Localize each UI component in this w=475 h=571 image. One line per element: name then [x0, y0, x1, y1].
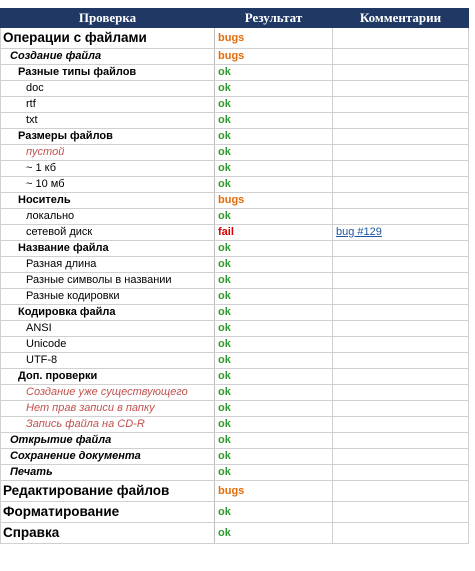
result-cell[interactable]: ok [215, 145, 333, 161]
table-row [1, 289, 469, 305]
header-check[interactable]: Проверка [1, 9, 215, 28]
comment-cell[interactable] [333, 353, 469, 369]
result-cell[interactable]: ok [215, 305, 333, 321]
check-name-cell[interactable]: Операции с файлами [1, 28, 215, 49]
check-name-cell[interactable]: UTF-8 [1, 353, 215, 369]
comment-cell[interactable] [333, 113, 469, 129]
table-row [1, 385, 469, 401]
table-row [1, 257, 469, 273]
comment-cell[interactable] [333, 449, 469, 465]
result-cell[interactable]: ok [215, 257, 333, 273]
check-name-cell[interactable]: Кодировка файла [1, 305, 215, 321]
check-name-cell[interactable]: локально [1, 209, 215, 225]
check-name-cell[interactable]: Размеры файлов [1, 129, 215, 145]
comment-cell[interactable] [333, 257, 469, 273]
result-cell[interactable]: bugs [215, 28, 333, 49]
result-cell[interactable]: fail [215, 225, 333, 241]
comment-cell[interactable] [333, 129, 469, 145]
result-cell[interactable]: bugs [215, 193, 333, 209]
result-cell[interactable]: ok [215, 385, 333, 401]
comment-cell[interactable] [333, 305, 469, 321]
result-cell[interactable]: ok [215, 113, 333, 129]
result-cell[interactable]: ok [215, 81, 333, 97]
check-name-cell[interactable]: Запись файла на CD-R [1, 417, 215, 433]
result-cell[interactable]: ok [215, 369, 333, 385]
table-row [1, 433, 469, 449]
check-name-cell[interactable]: Название файла [1, 241, 215, 257]
table-row [1, 241, 469, 257]
comment-cell[interactable] [333, 145, 469, 161]
comment-cell[interactable] [333, 481, 469, 502]
check-name-cell[interactable]: rtf [1, 97, 215, 113]
result-cell[interactable]: ok [215, 401, 333, 417]
check-name-cell[interactable]: Разные символы в названии [1, 273, 215, 289]
header-row [1, 9, 469, 28]
table-row [1, 97, 469, 113]
result-cell[interactable]: ok [215, 337, 333, 353]
result-cell[interactable]: ok [215, 161, 333, 177]
table-row [1, 225, 469, 241]
table-row [1, 305, 469, 321]
check-name-cell[interactable]: Форматирование [1, 502, 215, 523]
result-cell[interactable]: ok [215, 433, 333, 449]
table-row [1, 417, 469, 433]
result-cell[interactable]: bugs [215, 49, 333, 65]
result-cell[interactable]: ok [215, 353, 333, 369]
table-row [1, 337, 469, 353]
table-row [1, 502, 469, 523]
check-name-cell[interactable]: сетевой диск [1, 225, 215, 241]
result-cell[interactable]: ok [215, 177, 333, 193]
table-row [1, 161, 469, 177]
check-name-cell[interactable]: Разные типы файлов [1, 65, 215, 81]
check-name-cell[interactable]: Разные кодировки [1, 289, 215, 305]
result-cell[interactable]: ok [215, 449, 333, 465]
comment-cell[interactable] [333, 523, 469, 544]
comment-cell[interactable] [333, 81, 469, 97]
comment-cell[interactable] [333, 289, 469, 305]
table-row [1, 145, 469, 161]
test-checklist-sheet [0, 8, 468, 544]
result-cell[interactable]: ok [215, 97, 333, 113]
table-row [1, 465, 469, 481]
comment-cell[interactable] [333, 65, 469, 81]
table-row [1, 401, 469, 417]
result-cell[interactable]: ok [215, 241, 333, 257]
check-name-cell[interactable]: Разная длина [1, 257, 215, 273]
checklist-rows [1, 28, 469, 544]
table-row [1, 177, 469, 193]
comment-cell[interactable] [333, 225, 469, 241]
comment-cell[interactable] [333, 193, 469, 209]
table-row [1, 65, 469, 81]
header-result[interactable]: Результат [215, 9, 333, 28]
bug-link[interactable]: bug #129 [336, 226, 382, 238]
check-name-cell[interactable]: Печать [1, 465, 215, 481]
table-row [1, 81, 469, 97]
comment-cell[interactable] [333, 28, 469, 49]
check-name-cell[interactable]: doc [1, 81, 215, 97]
checklist-table [0, 8, 469, 544]
table-row [1, 193, 469, 209]
comment-cell[interactable] [333, 273, 469, 289]
comment-cell[interactable] [333, 369, 469, 385]
comment-cell[interactable] [333, 417, 469, 433]
table-row [1, 523, 469, 544]
check-name-cell[interactable]: Нет прав записи в папку [1, 401, 215, 417]
table-row [1, 209, 469, 225]
result-cell[interactable]: ok [215, 65, 333, 81]
table-row [1, 321, 469, 337]
result-cell[interactable]: ok [215, 129, 333, 145]
result-cell[interactable]: ok [215, 209, 333, 225]
result-cell[interactable]: ok [215, 321, 333, 337]
check-name-cell[interactable]: Открытие файла [1, 433, 215, 449]
comment-cell[interactable] [333, 502, 469, 523]
check-name-cell[interactable]: Редактирование файлов [1, 481, 215, 502]
comment-cell[interactable] [333, 337, 469, 353]
table-row [1, 28, 469, 49]
result-cell[interactable]: ok [215, 502, 333, 523]
table-row [1, 49, 469, 65]
comment-cell[interactable] [333, 433, 469, 449]
table-row [1, 369, 469, 385]
comment-cell[interactable] [333, 321, 469, 337]
check-name-cell[interactable]: ~ 10 мб [1, 177, 215, 193]
comment-cell[interactable] [333, 177, 469, 193]
result-cell[interactable]: ok [215, 273, 333, 289]
comment-cell[interactable] [333, 209, 469, 225]
check-name-cell[interactable]: Доп. проверки [1, 369, 215, 385]
check-name-cell[interactable]: пустой [1, 145, 215, 161]
check-name-cell[interactable]: ~ 1 кб [1, 161, 215, 177]
comment-cell[interactable] [333, 385, 469, 401]
result-cell[interactable]: ok [215, 523, 333, 544]
table-row [1, 481, 469, 502]
result-cell[interactable]: ok [215, 465, 333, 481]
table-row [1, 273, 469, 289]
comment-cell[interactable] [333, 241, 469, 257]
check-name-cell[interactable]: Носитель [1, 193, 215, 209]
table-row [1, 129, 469, 145]
table-row [1, 449, 469, 465]
result-cell[interactable]: bugs [215, 481, 333, 502]
check-name-cell[interactable]: Создание уже существующего [1, 385, 215, 401]
result-cell[interactable]: ok [215, 417, 333, 433]
comment-cell[interactable] [333, 465, 469, 481]
check-name-cell[interactable]: Справка [1, 523, 215, 544]
header-comment[interactable]: Комментарии [333, 9, 469, 28]
check-name-cell[interactable]: ANSI [1, 321, 215, 337]
check-name-cell[interactable]: Сохранение документа [1, 449, 215, 465]
check-name-cell[interactable]: txt [1, 113, 215, 129]
table-row [1, 353, 469, 369]
check-name-cell[interactable]: Unicode [1, 337, 215, 353]
comment-cell[interactable] [333, 97, 469, 113]
table-row [1, 113, 469, 129]
comment-cell[interactable] [333, 401, 469, 417]
comment-cell[interactable] [333, 49, 469, 65]
comment-cell[interactable] [333, 161, 469, 177]
check-name-cell[interactable]: Создание файла [1, 49, 215, 65]
result-cell[interactable]: ok [215, 289, 333, 305]
